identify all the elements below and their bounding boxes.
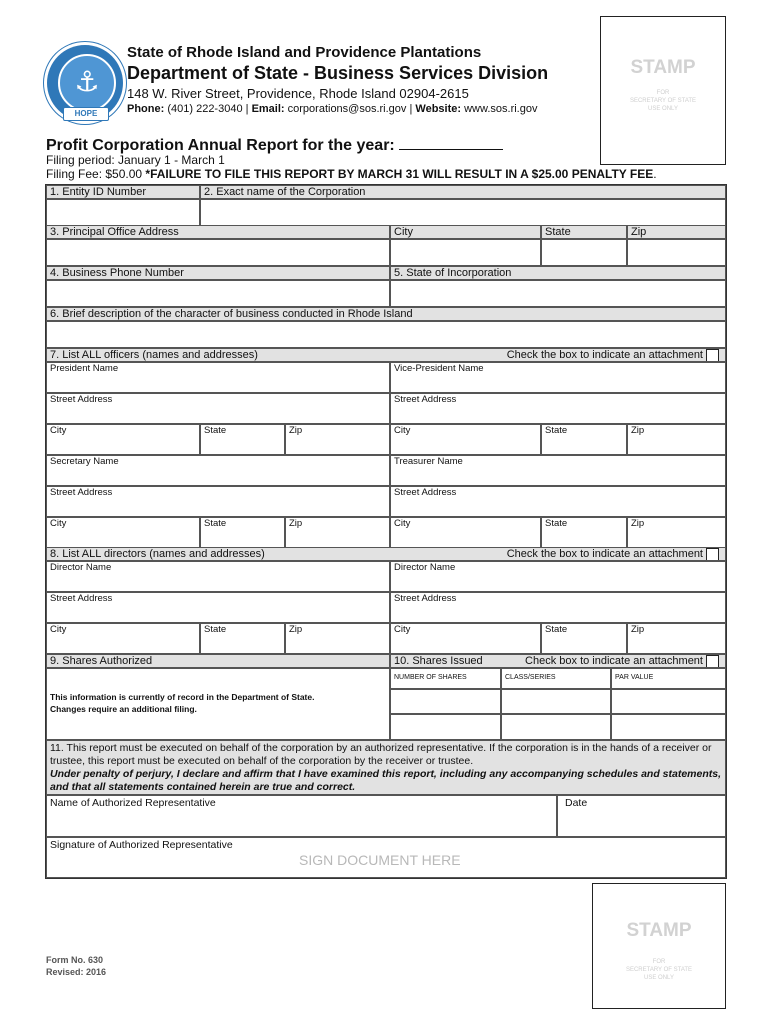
director2-street-label: Street Address bbox=[394, 593, 457, 604]
secretary-state-field[interactable] bbox=[200, 517, 285, 548]
president-street-field[interactable] bbox=[46, 393, 390, 424]
record-note-1: This information is currently of record in the Department of State. bbox=[50, 692, 315, 702]
director2-state-field[interactable] bbox=[541, 623, 627, 654]
form-title-text: Profit Corporation Annual Report for the year: bbox=[46, 137, 395, 154]
treasurer-street-label: Street Address bbox=[394, 487, 457, 498]
directors-attach-checkbox[interactable] bbox=[706, 548, 719, 561]
email-label: Email: bbox=[251, 103, 285, 115]
director1-street-field[interactable] bbox=[46, 592, 390, 623]
president-field[interactable] bbox=[46, 362, 390, 393]
business-phone-label: 4. Business Phone Number bbox=[46, 266, 390, 280]
president-street-label: Street Address bbox=[50, 394, 113, 405]
state-seal bbox=[47, 45, 123, 121]
stamp-sos-bottom: SECRETARY OF STATE bbox=[625, 967, 693, 973]
class-series-field-2[interactable] bbox=[501, 714, 611, 740]
department-title: Department of State - Business Services Division bbox=[127, 63, 549, 83]
class-series-field-1[interactable] bbox=[501, 689, 611, 714]
seal-ribbon: HOPE bbox=[63, 107, 109, 121]
filing-fee bbox=[46, 167, 657, 181]
description-label: 6. Brief description of the character of business conducted in Rhode Island bbox=[46, 307, 726, 321]
director1-zip-label: Zip bbox=[289, 624, 303, 635]
stamp-use: USE ONLY bbox=[648, 106, 678, 112]
state-name: State of Rhode Island and Providence Plantations bbox=[127, 44, 482, 61]
class-series-header bbox=[501, 668, 611, 689]
principal-state-field[interactable] bbox=[541, 239, 627, 266]
directors-attach-label: Check the box to indicate an attachment bbox=[506, 548, 703, 560]
officers-header bbox=[46, 348, 726, 362]
penalty-warning: *FAILURE TO FILE THIS REPORT BY MARCH 31 WILL RESULT IN A $25.00 PENALTY FEE bbox=[145, 167, 654, 181]
shares-attach-checkbox[interactable] bbox=[706, 655, 719, 668]
rep-name-field[interactable] bbox=[46, 795, 557, 837]
principal-zip-field[interactable] bbox=[627, 239, 726, 266]
execution-section bbox=[46, 740, 726, 795]
stamp-box-bottom bbox=[592, 883, 726, 1009]
form-revised: Revised: 2016 bbox=[46, 967, 107, 977]
director2-state-label: State bbox=[545, 624, 568, 635]
secretary-street-field[interactable] bbox=[46, 486, 390, 517]
vice-president-field[interactable] bbox=[390, 362, 726, 393]
director1-zip-field[interactable] bbox=[285, 623, 390, 654]
annual-report-form bbox=[45, 184, 727, 879]
penalty-warning-end: . bbox=[653, 167, 657, 181]
department-address: 148 W. River Street, Providence, Rhode Island 02904-2615 bbox=[127, 86, 469, 101]
principal-office-label: 3. Principal Office Address bbox=[46, 225, 390, 239]
phone-value: (401) 222-3040 bbox=[167, 103, 243, 115]
director2-label: Director Name bbox=[394, 562, 456, 573]
principal-office-field[interactable] bbox=[46, 239, 390, 266]
treasurer-state-field[interactable] bbox=[541, 517, 627, 548]
director1-street-label: Street Address bbox=[50, 593, 113, 604]
shares-authorized-field bbox=[46, 668, 390, 740]
stamp-for: FOR bbox=[656, 90, 670, 96]
par-value-field-2[interactable] bbox=[611, 714, 726, 740]
email-value: corporations@sos.ri.gov bbox=[287, 103, 407, 115]
vp-state-field[interactable] bbox=[541, 424, 627, 455]
filing-fee-text: Filing Fee: $50.00 bbox=[46, 167, 146, 181]
stamp-use-bottom: USE ONLY bbox=[644, 975, 674, 981]
president-zip-label: Zip bbox=[289, 425, 303, 436]
num-shares-header bbox=[390, 668, 501, 689]
president-state-label: State bbox=[204, 425, 227, 436]
directors-label: 8. List ALL directors (names and addresses) bbox=[50, 548, 265, 560]
president-label: President Name bbox=[50, 363, 119, 374]
secretary-zip-field[interactable] bbox=[285, 517, 390, 548]
state-incorp-label: 5. State of Incorporation bbox=[390, 266, 726, 280]
vice-president-label: Vice-President Name bbox=[394, 363, 484, 374]
officers-attach-checkbox[interactable] bbox=[706, 349, 719, 362]
form-title bbox=[46, 135, 503, 155]
principal-zip-label: Zip bbox=[627, 225, 726, 239]
treasurer-state-label: State bbox=[545, 518, 568, 529]
treasurer-zip-field[interactable] bbox=[627, 517, 726, 548]
anchor-icon: ⚓ bbox=[58, 54, 116, 112]
president-city-field[interactable] bbox=[46, 424, 200, 455]
secretary-street-label: Street Address bbox=[50, 487, 113, 498]
num-shares-field-1[interactable] bbox=[390, 689, 501, 714]
officers-attach-label: Check the box to indicate an attachment bbox=[506, 349, 703, 361]
vp-city-field[interactable] bbox=[390, 424, 541, 455]
treasurer-zip-label: Zip bbox=[631, 518, 645, 529]
director2-street-field[interactable] bbox=[390, 592, 726, 623]
stamp-sos: SECRETARY OF STATE bbox=[629, 98, 697, 104]
record-note-2: Changes require an additional filing. bbox=[50, 704, 197, 714]
president-city-label: City bbox=[50, 425, 67, 436]
director1-label: Director Name bbox=[50, 562, 112, 573]
president-state-field[interactable] bbox=[200, 424, 285, 455]
treasurer-label: Treasurer Name bbox=[394, 456, 463, 467]
rep-name-label: Name of Authorized Representative bbox=[50, 797, 216, 809]
director2-city-field[interactable] bbox=[390, 623, 541, 654]
shares-issued-header bbox=[390, 654, 726, 668]
treasurer-city-label: City bbox=[394, 518, 411, 529]
entity-id-label: 1. Entity ID Number bbox=[46, 185, 200, 199]
contact-line: Phone: (401) 222-3040 | Email: corporations@sos.ri.gov | Website: www.sos.ri.gov bbox=[127, 103, 538, 115]
stamp-for-bottom: FOR bbox=[652, 959, 666, 965]
secretary-city-label: City bbox=[50, 518, 67, 529]
secretary-field[interactable] bbox=[46, 455, 390, 486]
perjury-text: Under penalty of perjury, I declare and affirm that I have examined this report, including any accompanying schedules and statements, and that all statements contained herein are true and correct. bbox=[50, 768, 722, 793]
secretary-label: Secretary Name bbox=[50, 456, 119, 467]
form-number: Form No. 630 bbox=[46, 955, 104, 965]
stamp-label-bottom: STAMP bbox=[626, 920, 692, 941]
director1-state-field[interactable] bbox=[200, 623, 285, 654]
vp-zip-field[interactable] bbox=[627, 424, 726, 455]
exact-name-field[interactable] bbox=[200, 199, 726, 226]
treasurer-street-field[interactable] bbox=[390, 486, 726, 517]
entity-id-field[interactable] bbox=[46, 199, 200, 226]
shares-attach-label: Check box to indicate an attachment bbox=[525, 655, 703, 667]
year-field[interactable] bbox=[399, 135, 503, 150]
principal-city-label: City bbox=[390, 225, 541, 239]
execution-text: 11. This report must be executed on behalf of the corporation by an authorized representative. If the corporation is in the hands of a receiver or trustee, this report must be executed on behalf of the corporation by the receiver or trustee. bbox=[50, 742, 712, 767]
treasurer-city-field[interactable] bbox=[390, 517, 541, 548]
num-shares-label: NUMBER OF SHARES bbox=[394, 674, 467, 681]
description-field[interactable] bbox=[46, 321, 726, 348]
officers-label: 7. List ALL officers (names and addresses) bbox=[50, 349, 258, 361]
director1-state-label: State bbox=[204, 624, 227, 635]
state-incorp-field[interactable] bbox=[390, 280, 726, 307]
director1-field[interactable] bbox=[46, 561, 390, 592]
secretary-city-field[interactable] bbox=[46, 517, 200, 548]
vp-state-label: State bbox=[545, 425, 568, 436]
vp-street-label: Street Address bbox=[394, 394, 457, 405]
shares-authorized-label: 9. Shares Authorized bbox=[46, 654, 390, 668]
directors-header bbox=[46, 547, 726, 561]
filing-period: Filing period: January 1 - March 1 bbox=[46, 153, 225, 167]
stamp-label: STAMP bbox=[630, 57, 696, 78]
director2-field[interactable] bbox=[390, 561, 726, 592]
exact-name-label: 2. Exact name of the Corporation bbox=[200, 185, 726, 199]
director1-city-label: City bbox=[50, 624, 67, 635]
par-value-label: PAR VALUE bbox=[615, 674, 654, 681]
secretary-zip-label: Zip bbox=[289, 518, 303, 529]
signature-field[interactable] bbox=[46, 837, 726, 878]
date-label: Date bbox=[565, 797, 588, 809]
director2-city-label: City bbox=[394, 624, 411, 635]
num-shares-field-2[interactable] bbox=[390, 714, 501, 740]
principal-city-field[interactable] bbox=[390, 239, 541, 266]
president-zip-field[interactable] bbox=[285, 424, 390, 455]
signature-label: Signature of Authorized Representative bbox=[50, 839, 233, 851]
shares-issued-label: 10. Shares Issued bbox=[394, 655, 483, 667]
class-series-label: CLASS/SERIES bbox=[505, 674, 556, 681]
par-value-field-1[interactable] bbox=[611, 689, 726, 714]
phone-label: Phone: bbox=[127, 103, 165, 115]
director1-city-field[interactable] bbox=[46, 623, 200, 654]
principal-state-label: State bbox=[541, 225, 627, 239]
vp-street-field[interactable] bbox=[390, 393, 726, 424]
website-label: Website: bbox=[415, 103, 462, 115]
vp-city-label: City bbox=[394, 425, 411, 436]
stamp-box-top bbox=[600, 16, 726, 165]
vp-zip-label: Zip bbox=[631, 425, 645, 436]
sign-document-here[interactable]: SIGN DOCUMENT HERE bbox=[299, 852, 461, 868]
director2-zip-label: Zip bbox=[631, 624, 645, 635]
website-value: www.sos.ri.gov bbox=[464, 103, 538, 115]
par-value-header bbox=[611, 668, 726, 689]
treasurer-field[interactable] bbox=[390, 455, 726, 486]
business-phone-field[interactable] bbox=[46, 280, 390, 307]
secretary-state-label: State bbox=[204, 518, 227, 529]
director2-zip-field[interactable] bbox=[627, 623, 726, 654]
date-field[interactable] bbox=[557, 795, 726, 837]
